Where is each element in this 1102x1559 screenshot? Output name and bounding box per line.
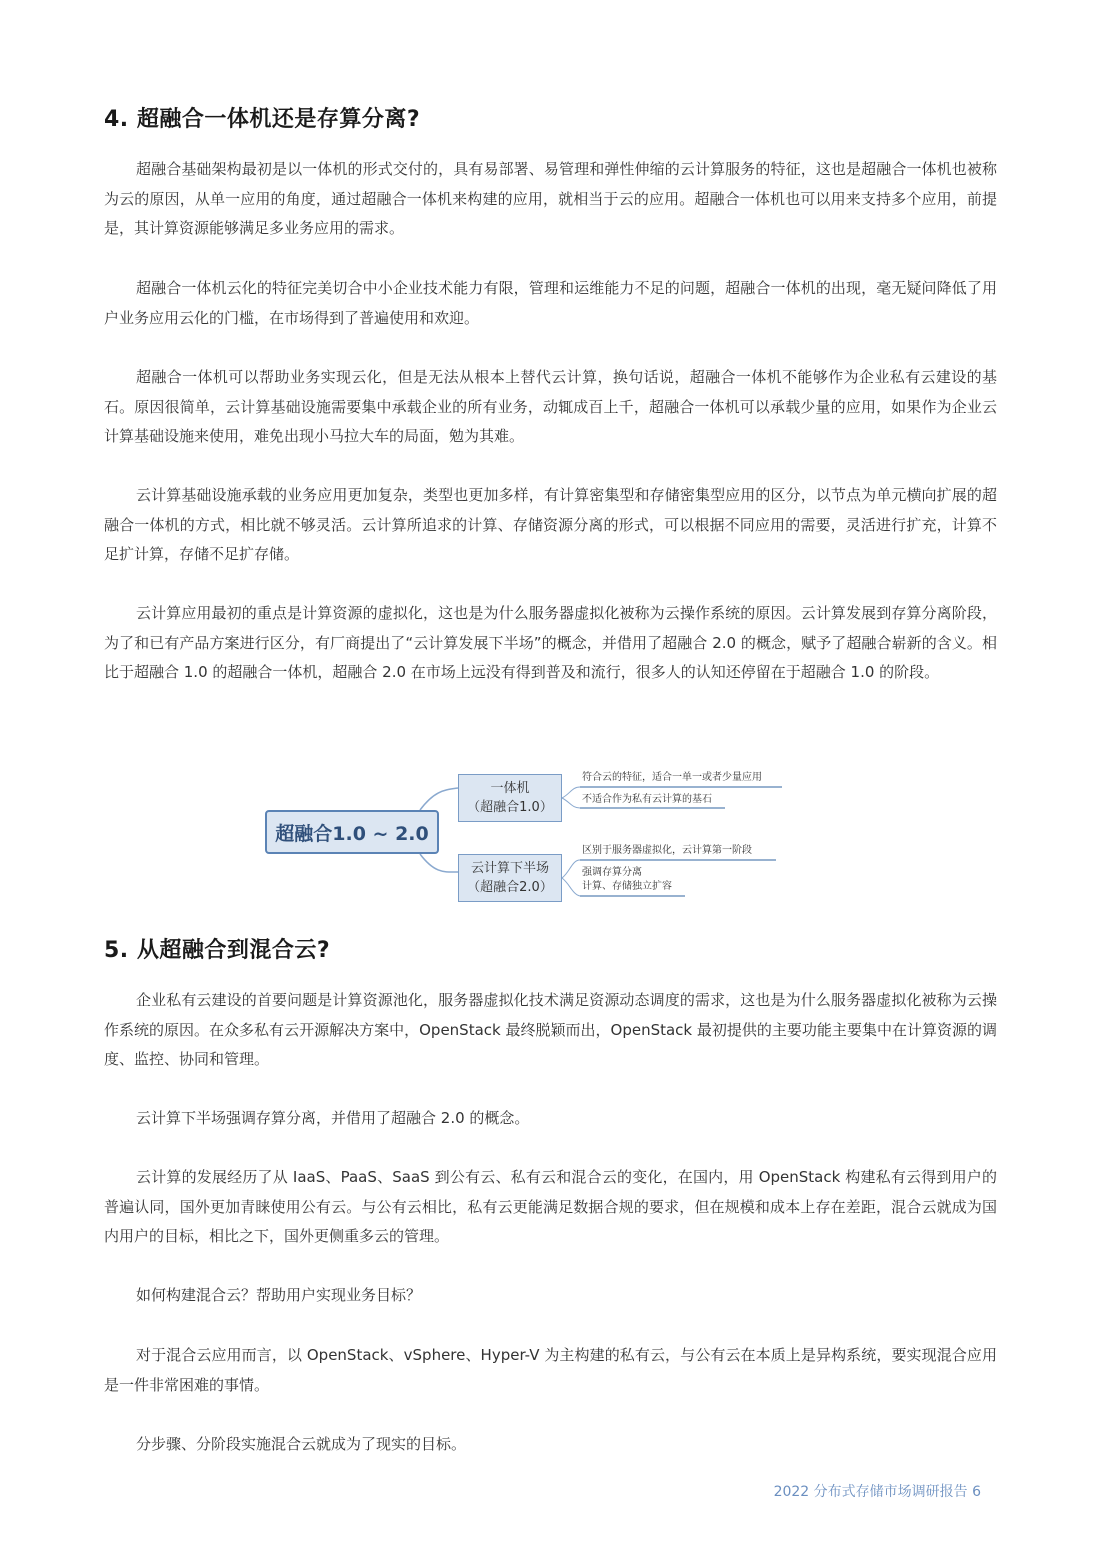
section-5-paragraph-4: 如何构建混合云？帮助用户实现业务目标？ <box>136 1286 422 1304</box>
section-4-paragraph-1: 超融合基础架构最初是以一体机的形式交付的，具有易部署、易管理和弹性伸缩的云计算服务的特征，这也是超融合一体机也被称为云的原因，从单一应用的角度，通过超融合一体机来构建的应用，就相当于云的应用。超融合一体机也可以用来支持多个应用，前提是，其计算资源能够满足多业务应用的需求。 <box>104 160 997 237</box>
page-footer: 2022 分布式存储市场调研报告 6 <box>773 1484 981 1500</box>
connector-branch2-leaf1 <box>562 860 580 878</box>
section-4-paragraph-5: 云计算应用最初的重点是计算资源的虚拟化，这也是为什么服务器虚拟化被称为云操作系统的原因。云计算发展到存算分离阶段，为了和已有产品方案进行区分，有厂商提出了“云计算发展下半场”的概念，并借用了超融合 2.0 的概念，赋予了超融合崭新的含义。相比于超融合 1.0 的超融合一体机，超融合 2.0 在市场上远没有得到普及和流行，很多人的认知还停留在于超融合 1.0 的阶段。 <box>104 604 997 681</box>
mindmap-leaf: 强调存算分离 <box>582 867 642 878</box>
mindmap-leaf: 不适合作为私有云计算的基石 <box>582 794 712 805</box>
mindmap-leaf: 区别于服务器虚拟化，云计算第一阶段 <box>582 845 752 856</box>
section-5-title: 5. 从超融合到混合云? <box>104 938 331 963</box>
section-4-paragraph-3: 超融合一体机可以帮助业务实现云化，但是无法从根本上替代云计算，换句话说，超融合一体机不能够作为企业私有云建设的基石。原因很简单，云计算基础设施需要集中承载企业的所有业务，动辄成百上千，超融合一体机可以承载少量的应用，如果作为企业云计算基础设施来使用，难免出现小马拉大车的局面，勉为其难。 <box>104 368 997 445</box>
connector-root-branch2 <box>420 854 458 872</box>
section-5-paragraph-2: 云计算下半场强调存算分离，并借用了超融合 2.0 的概念。 <box>136 1109 530 1127</box>
section-5-paragraph-1: 企业私有云建设的首要问题是计算资源池化，服务器虚拟化技术满足资源动态调度的需求，这也是为什么服务器虚拟化被称为云操作系统的原因。在众多私有云开源解决方案中，OpenStack 最终脱颖而出，OpenStack 最初提供的主要功能主要集中在计算资源的调度、监控、协同和管理。 <box>104 991 997 1068</box>
connector-branch1-leaf2 <box>562 798 580 808</box>
branch-2-line-2: （超融合2.0） <box>467 880 553 895</box>
branch-1-line-1: 一体机 <box>490 781 530 796</box>
mindmap-leaf: 符合云的特征，适合一单一或者少量应用 <box>582 772 762 783</box>
branch-2-line-1: 云计算下半场 <box>470 861 549 876</box>
connector-branch2-leaf2 <box>562 878 580 896</box>
mindmap-root-node: 超融合1.0 ~ 2.0 <box>265 810 439 854</box>
mindmap-branch-2 <box>458 854 562 902</box>
branch-1-line-2: （超融合1.0） <box>467 800 553 815</box>
section-4-title: 4. 超融合一体机还是存算分离? <box>104 107 421 132</box>
hyperconverged-mindmap <box>260 760 800 910</box>
connector-branch1-leaf1 <box>562 787 580 798</box>
connector-root-branch1 <box>420 788 458 810</box>
section-4-paragraph-2: 超融合一体机云化的特征完美切合中小企业技术能力有限，管理和运维能力不足的问题，超融合一体机的出现，毫无疑问降低了用户业务应用云化的门槛，在市场得到了普遍使用和欢迎。 <box>104 279 997 327</box>
section-5-paragraph-5: 对于混合云应用而言，以 OpenStack、vSphere、Hyper-V 为主构建的私有云，与公有云在本质上是异构系统，要实现混合应用是一件非常困难的事情。 <box>104 1346 997 1394</box>
section-5-paragraph-6: 分步骤、分阶段实施混合云就成为了现实的目标。 <box>136 1435 467 1453</box>
mindmap-leaf: 计算、存储独立扩容 <box>582 881 672 892</box>
mindmap-branch-1 <box>458 774 562 822</box>
section-4-paragraph-4: 云计算基础设施承载的业务应用更加复杂，类型也更加多样，有计算密集型和存储密集型应用的区分，以节点为单元横向扩展的超融合一体机的方式，相比就不够灵活。云计算所追求的计算、存储资源分离的形式，可以根据不同应用的需要，灵活进行扩充，计算不足扩计算，存储不足扩存储。 <box>104 486 997 563</box>
section-5-paragraph-3: 云计算的发展经历了从 IaaS、PaaS、SaaS 到公有云、私有云和混合云的变化，在国内，用 OpenStack 构建私有云得到用户的普遍认同，国外更加青睐使用公有云。与公有云相比，私有云更能满足数据合规的要求，但在规模和成本上存在差距，混合云就成为国内用户的目标，相比之下，国外更侧重多云的管理。 <box>104 1168 997 1245</box>
